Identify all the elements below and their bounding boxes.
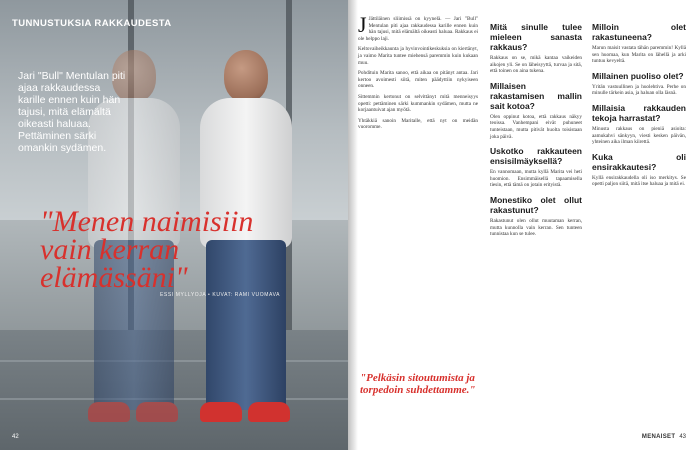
question-heading: Millaisia rakkauden tekoja harrastat?: [592, 102, 686, 123]
answer-text: Minusta rakkaus on pieniä asioita: aamukahvi sänkyyn, viesti kesken päivän, yhteinen aika ilman kiirettä.: [592, 125, 686, 146]
answer-text: Olen oppinut kotoa, että rakkaus näkyy teoissa. Vanhempani eivät puhuneet tunteistaan, mutta pitivät huolta toisistaan joka päivä.: [490, 113, 582, 140]
drop-cap: J: [358, 12, 367, 37]
question-heading: Monestiko olet ollut rakastunut?: [490, 194, 582, 215]
headline: [40, 205, 370, 294]
question-heading: Milloin olet rakastuneena?: [592, 22, 686, 42]
pull-quote: "Pelkäsin sitoutumista ja torpedoin suhdettamme.": [360, 372, 476, 396]
magazine-brand: MENAISET: [641, 434, 676, 440]
answer-text: Kyllä ensirakkaudella oli iso merkitys. Se opetti paljon siitä, mitä itse haluaa ja mitä ei.: [592, 174, 686, 188]
right-page-article: [348, 0, 696, 450]
answer-text: Marun maisit vastata tähän paremmin! Kyllä sen huomaa, kun Marita on lähellä ja arki tuntuu kevyeltä.: [592, 45, 686, 65]
headline-line: elämässäni": [40, 261, 188, 294]
article-column-3: [592, 16, 686, 192]
article-paragraph: Keltovaiheikkaunta ja hyvinvointikeskuksia on kiertänyt, ja vaimo Marita tuntee miehensä paremmin kuin kukaan muu.: [358, 46, 478, 66]
page-number-right: 43: [679, 434, 686, 440]
question-heading: Uskotko rakkauteen ensisilmäyksellä?: [490, 146, 582, 167]
page-footer-right: [642, 434, 686, 440]
article-column-1: [358, 12, 478, 135]
article-paragraph: Sittemmin kertonut on selvittänyt mitä menneisyys opetti: pettäminen särki kummankin sydämen, mutta ne korjaantuivat ajan myötä.: [358, 93, 478, 114]
question-heading: Kuka oli ensirakkautesi?: [592, 151, 686, 172]
headline-line: vain kerran: [40, 233, 180, 266]
byline: ESSI MYLLYOJA • KUVAT: RAMI VUOMAVA: [160, 292, 281, 298]
page-number-left: 42: [12, 434, 19, 440]
headline-line: "Menen naimisiin: [40, 205, 254, 238]
answer-text: Rakkaus on se, mikä kantaa vaikeiden aikojen yli. Se on läheisyyttä, turvaa ja sitä, että toinen on aina tukena.: [490, 55, 582, 75]
answer-text: Yritän vastuullinen ja huolehtiva. Perhe on minulle tärkein asia, ja haluan olla läsnä.: [592, 83, 686, 97]
section-kicker: TUNNUSTUKSIA RAKKAUDESTA: [12, 18, 172, 29]
question-heading: Mitä sinulle tulee mieleen sanasta rakkaus?: [490, 22, 582, 52]
question-heading: Millaisen rakastamisen mallin sait kotoa?: [490, 80, 582, 111]
answer-text: En vannomaan, mutta kyllä Marita vei heti huomion. Ensimmäisellä tapaamisella tiesin, että tämä on jotain erityistä.: [490, 169, 582, 189]
article-column-2: [490, 16, 582, 242]
question-heading: Millainen puoliso olet?: [592, 70, 684, 81]
article-paragraph: Pohdituin Marita sanoo, että aikaa on pitänyt antaa. Jari kertoo avoimesti siitä, miten päädyttiin nykyiseen onneen.: [358, 70, 478, 90]
article-paragraph: Jättiläinen sliimissä on kyynelä. — Jari "Bull" Mentulan piti ajaa rakkaudessa karille ennen kuin hän tajusi, mitä elämältä oikeasti haluaa. Rakkaus ei ole helppo laji.: [358, 16, 478, 42]
article-paragraph: Yhtäkkiä sanoin Maritalle, että nyt on meidän vuoromme.: [358, 117, 478, 131]
answer-text: Rakastunut olen ollut muutaman kerran, mutta kunnolla vain kerran. Sen tunteen tunnistaa kun se tulee.: [490, 217, 582, 238]
intro-text: Jari "Bull" Mentulan piti ajaa rakkaudessa karille ennen kuin hän tajusi, mitä elämältä oikeasti haluaa. Pettäminen särki omankin sydämen.: [18, 70, 126, 154]
